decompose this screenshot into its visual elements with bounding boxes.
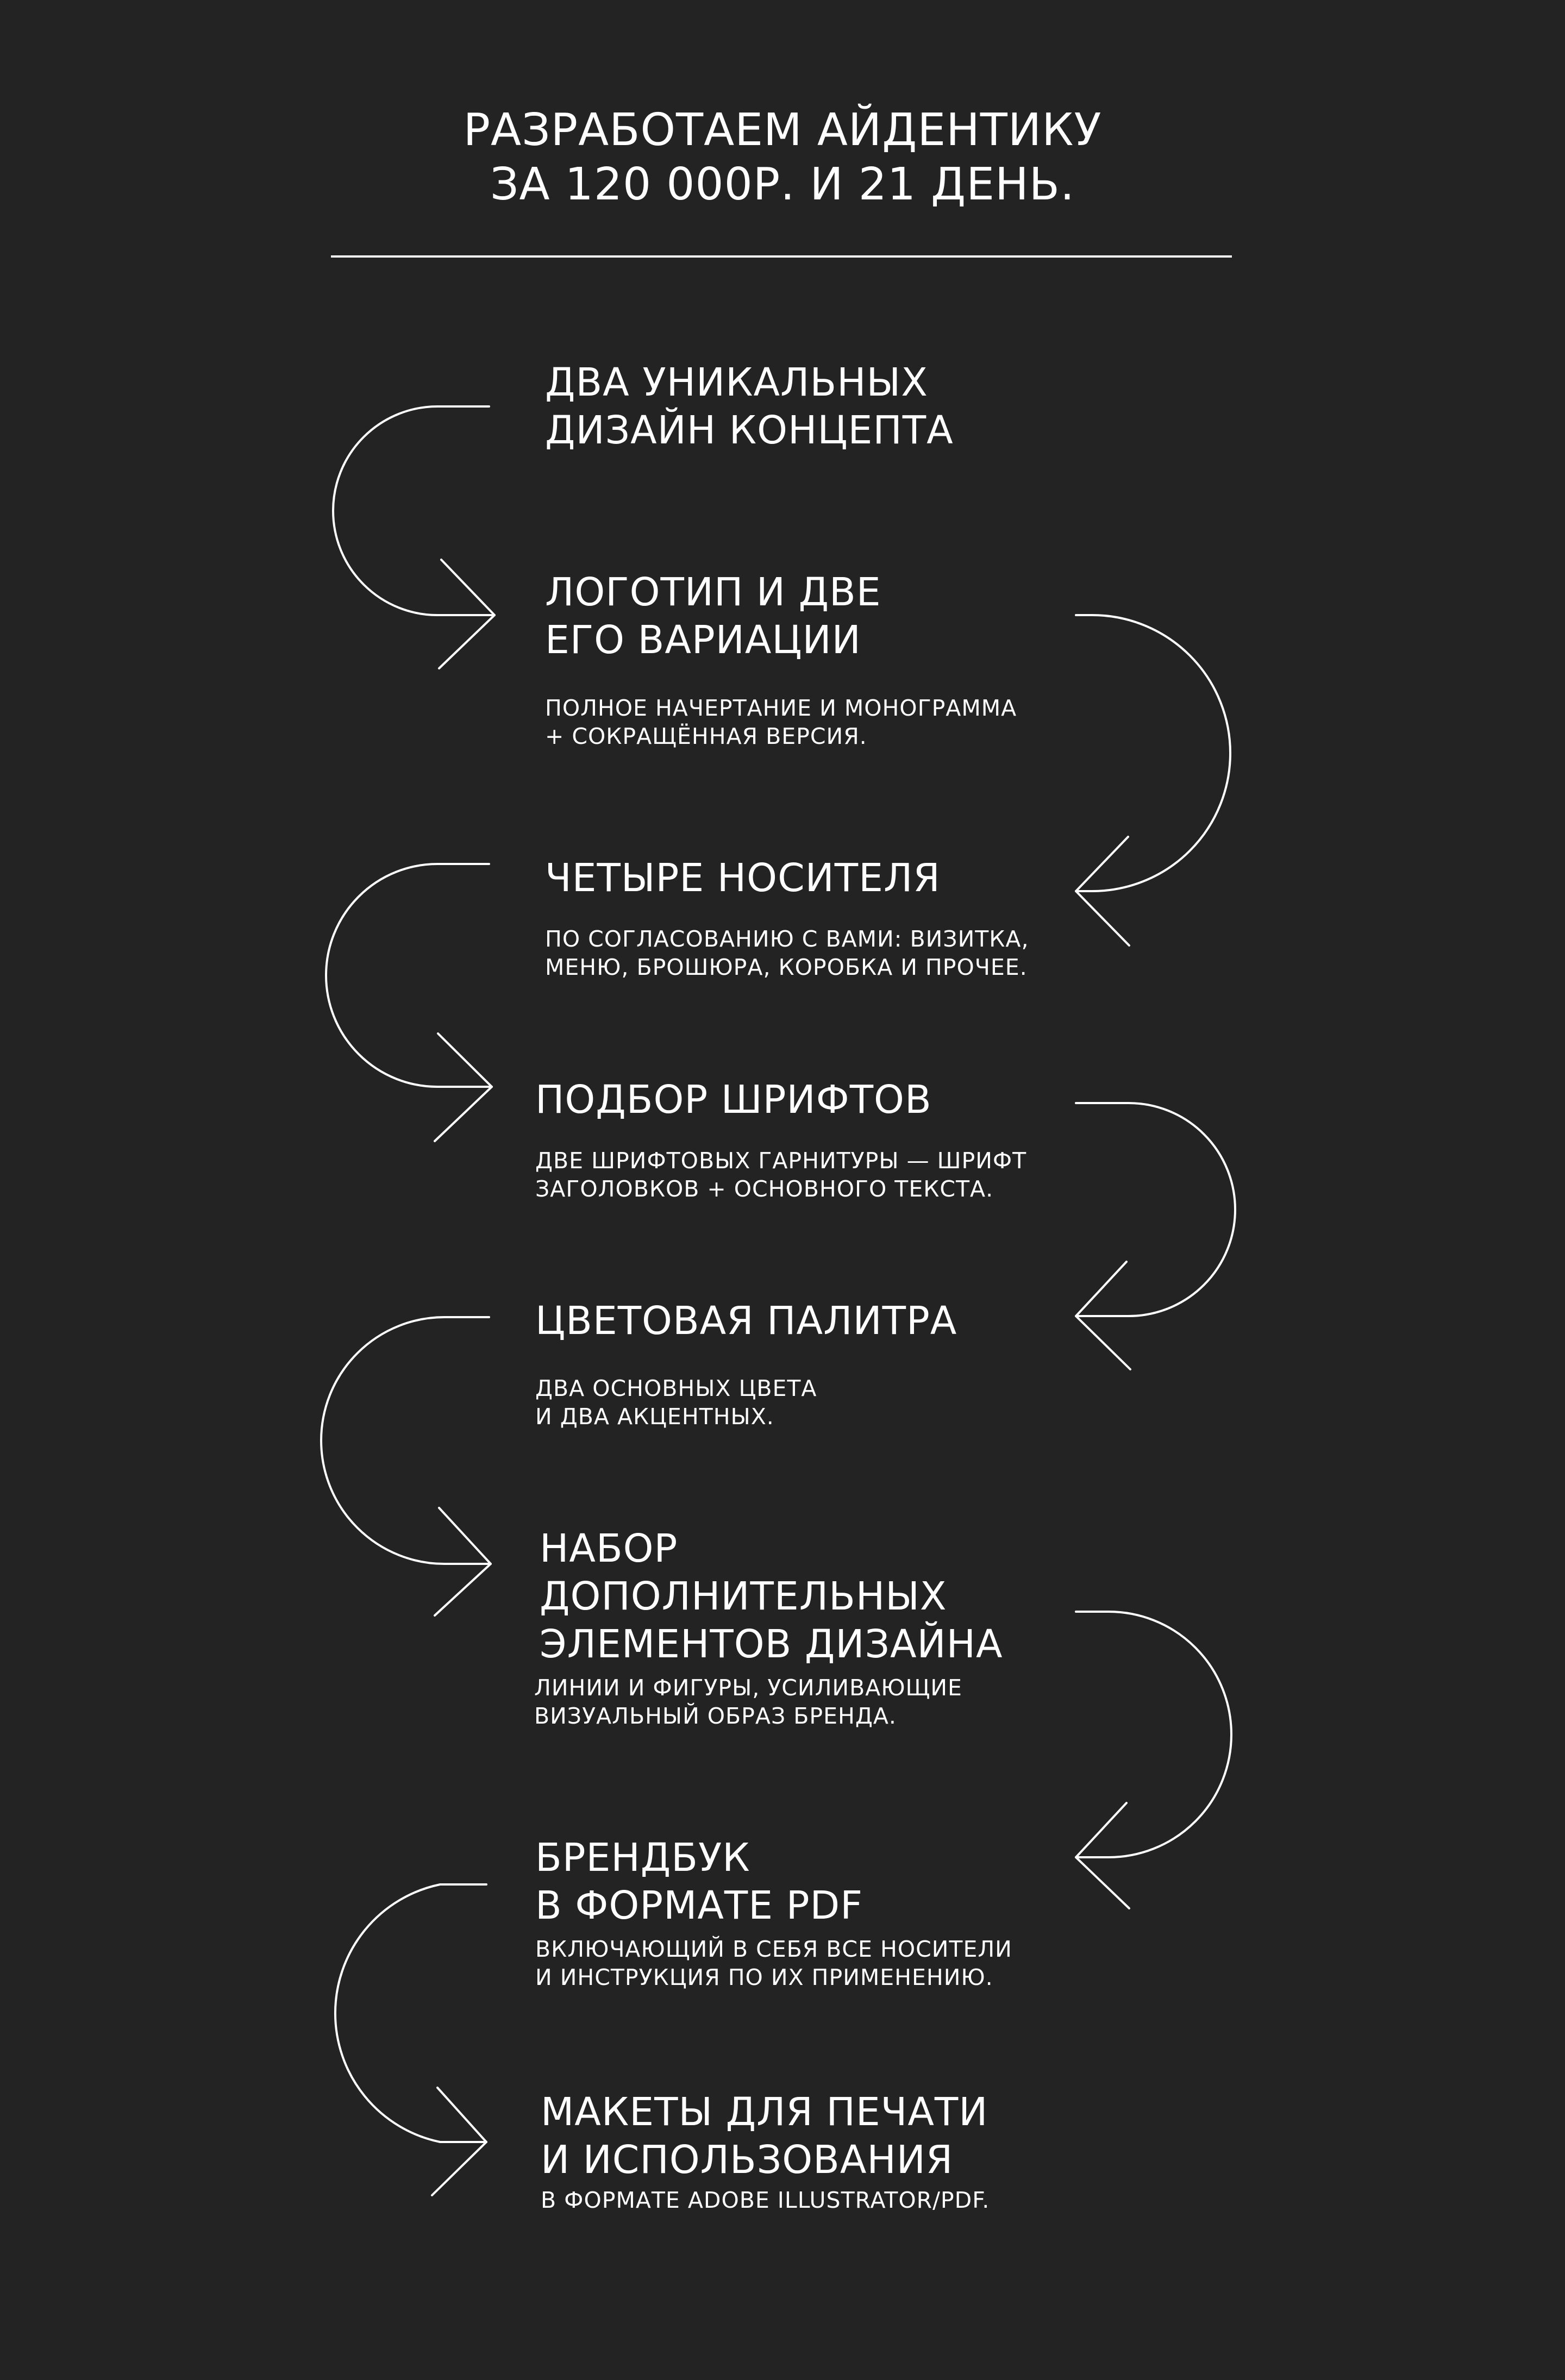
step-elements (534, 1525, 1355, 1730)
step-description: ДВЕ ШРИФТОВЫХ ГАРНИТУРЫ — ШРИФТ ЗАГОЛОВКОВ + ОСНОВНОГО ТЕКСТА. (535, 1148, 1027, 1202)
step-title: НАБОР ДОПОЛНИТЕЛЬНЫХ ЭЛЕМЕНТОВ ДИЗАЙНА (540, 1526, 1003, 1667)
step-brandbook (535, 1834, 1350, 1991)
step-title: ДВА УНИКАЛЬНЫХ ДИЗАЙН КОНЦЕПТА (545, 360, 954, 453)
headline-line-2: ЗА 120 000Р. И 21 ДЕНЬ. (490, 159, 1075, 210)
step-layouts (541, 2088, 1356, 2214)
step-carriers (545, 854, 1360, 981)
step-title: МАКЕТЫ ДЛЯ ПЕЧАТИ И ИСПОЛЬЗОВАНИЯ (541, 2089, 988, 2182)
step-description: ПО СОГЛАСОВАНИЮ С ВАМИ: ВИЗИТКА, МЕНЮ, БРОШЮРА, КОРОБКА И ПРОЧЕЕ. (545, 926, 1029, 980)
step-concepts (545, 359, 1360, 454)
curved-arrow-left-3-icon (321, 1317, 491, 1615)
curved-arrow-left-1-icon (333, 406, 494, 668)
step-description: ПОЛНОЕ НАЧЕРТАНИЕ И МОНОГРАММА + СОКРАЩЁННАЯ ВЕРСИЯ. (545, 695, 1017, 749)
step-title: ПОДБОР ШРИФТОВ (535, 1077, 932, 1122)
step-title: ЛОГОТИП И ДВЕ ЕГО ВАРИАЦИИ (545, 569, 881, 662)
curved-arrow-left-2-icon (326, 864, 492, 1141)
step-palette (535, 1297, 1350, 1431)
step-logo (545, 568, 1360, 750)
step-description: В ФОРМАТЕ ADOBE ILLUSTRATOR/PDF. (541, 2187, 990, 2213)
step-description: ЛИНИИ И ФИГУРЫ, УСИЛИВАЮЩИЕ ВИЗУАЛЬНЫЙ ОБРАЗ БРЕНДА. (534, 1675, 962, 1729)
step-fonts (535, 1076, 1350, 1203)
step-title: БРЕНДБУК В ФОРМАТЕ PDF (535, 1835, 863, 1928)
step-title: ЦВЕТОВАЯ ПАЛИТРА (535, 1298, 957, 1343)
step-description: ВКЛЮЧАЮЩИЙ В СЕБЯ ВСЕ НОСИТЕЛИ И ИНСТРУКЦИЯ ПО ИХ ПРИМЕНЕНИЮ. (535, 1936, 1012, 1990)
step-title: ЧЕТЫРЕ НОСИТЕЛЯ (545, 855, 941, 900)
curved-arrow-left-4-icon (335, 1884, 486, 2195)
step-description: ДВА ОСНОВНЫХ ЦВЕТА И ДВА АКЦЕНТНЫХ. (535, 1375, 817, 1430)
headline-line-1: РАЗРАБОТАЕМ АЙДЕНТИКУ (463, 104, 1102, 156)
